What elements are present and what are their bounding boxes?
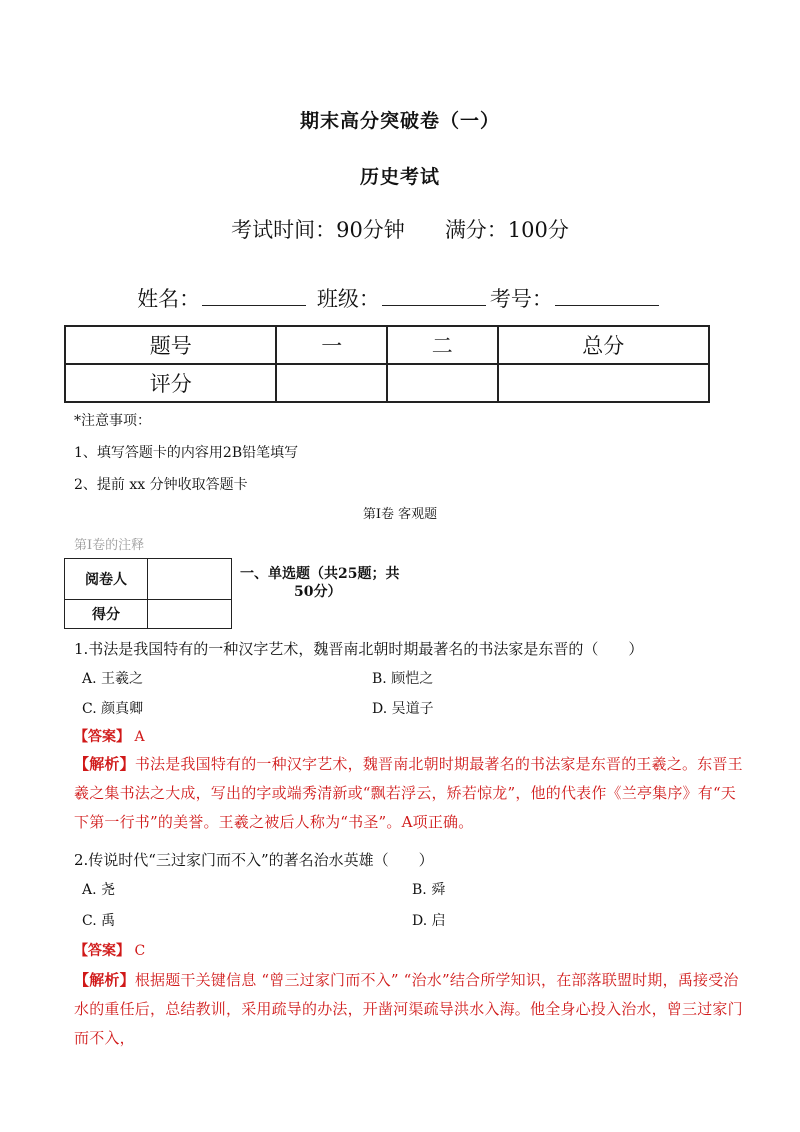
- part-title-line: 50分）: [294, 584, 342, 600]
- option-b[interactable]: B. 舜: [412, 882, 446, 898]
- notes-title: *注意事项：: [74, 413, 151, 429]
- answer: [74, 726, 145, 746]
- analysis-label: 【解析】: [74, 755, 135, 773]
- answer-label: 【答案】: [74, 729, 130, 745]
- analysis-label: 【解析】: [74, 971, 135, 989]
- analysis: [74, 966, 744, 1053]
- option-c[interactable]: C. 禹: [82, 913, 116, 929]
- score-header-cell: 一: [276, 326, 387, 364]
- option-c[interactable]: C. 颜真卿: [82, 701, 144, 717]
- exam-title: 期末高分突破卷（一）: [299, 110, 500, 132]
- exam-time: 考试时间：90分钟: [231, 218, 405, 242]
- score-table: [64, 325, 710, 403]
- answer-label: 【答案】: [74, 943, 130, 959]
- answer: [74, 940, 145, 960]
- reviewer-cell[interactable]: [148, 559, 232, 600]
- exam-subject: 历史考试: [359, 166, 440, 188]
- name-label: 姓名：: [137, 287, 201, 311]
- question-stem: 2.传说时代“三过家门而不入”的著名治水英雄（ ）: [74, 851, 434, 869]
- score-header-cell: 总分: [498, 326, 709, 364]
- question-stem: 1.书法是我国特有的一种汉字艺术，魏晋南北朝时期最著名的书法家是东晋的（ ）: [74, 640, 644, 658]
- score-label: 得分: [65, 600, 148, 629]
- section-note: 第Ⅰ卷的注释: [74, 538, 145, 553]
- score-header-cell: 题号: [65, 326, 276, 364]
- score-cell[interactable]: [387, 364, 498, 402]
- section-heading: 第Ⅰ卷 客观题: [362, 507, 438, 522]
- score-input-cell[interactable]: [148, 600, 232, 629]
- grader-table: [64, 558, 232, 629]
- part-title-line: 一、单选题（共25题；共: [240, 566, 400, 582]
- class-blank[interactable]: [382, 287, 486, 306]
- analysis-text: 书法是我国特有的一种汉字艺术，魏晋南北朝时期最著名的书法家是东晋的王羲之。东晋王羲之集书法之大成，写出的字或端秀清新或“飘若浮云，矫若惊龙”，他的代表作《兰亭集序》有“天下第一行书”的美誉。王羲之被后人称为“书圣”。A项正确。: [74, 755, 743, 831]
- option-b[interactable]: B. 顾恺之: [372, 671, 434, 687]
- score-cell[interactable]: [276, 364, 387, 402]
- reviewer-label: 阅卷人: [65, 559, 148, 600]
- student-info: [0, 283, 800, 313]
- note-item: 1、填写答题卡的内容用2B铅笔填写: [74, 445, 299, 461]
- name-blank[interactable]: [202, 287, 306, 306]
- score-cell[interactable]: [498, 364, 709, 402]
- score-value-row: [65, 364, 709, 402]
- id-label: 考号：: [489, 287, 553, 311]
- option-a[interactable]: A. 王羲之: [82, 671, 144, 687]
- option-a[interactable]: A. 尧: [82, 882, 116, 898]
- id-blank[interactable]: [555, 287, 659, 306]
- score-row-label: 评分: [65, 364, 276, 402]
- answer-value: C: [134, 943, 146, 959]
- score-header-cell: 二: [387, 326, 498, 364]
- option-d[interactable]: D. 吴道子: [372, 701, 434, 717]
- full-score: 满分：100分: [444, 218, 569, 242]
- option-d[interactable]: D. 启: [412, 913, 446, 929]
- part-title: [240, 565, 399, 601]
- class-label: 班级：: [316, 287, 380, 311]
- answer-value: A: [134, 729, 145, 745]
- note-item: 2、提前 xx 分钟收取答题卡: [74, 477, 248, 493]
- exam-info: [0, 214, 800, 244]
- analysis-text: 根据题干关键信息 “曾三过家门而不入” “治水”结合所学知识，在部落联盟时期，禹接受治水的重任后，总结教训，采用疏导的办法，开凿河渠疏导洪水入海。他全身心投入治水，曾三过家门而不入，: [74, 971, 743, 1047]
- analysis: [74, 750, 744, 837]
- score-header-row: [65, 326, 709, 364]
